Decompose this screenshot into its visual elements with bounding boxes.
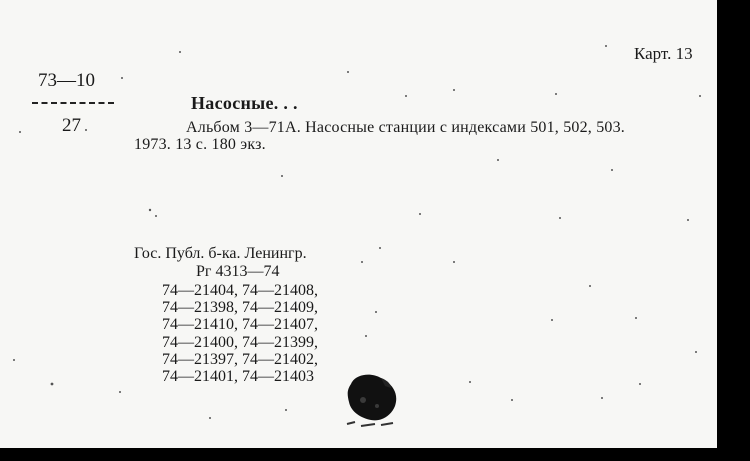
inventory-line: 74—21401, 74—21403 [162,368,314,386]
holding-library: Гос. Публ. б-ка. Ленингр. [134,245,307,262]
description-line-1: Альбом 3—71А. Насосные станции с индексами 501, 502, 503. [186,119,625,136]
scan-border-bottom [0,448,750,461]
inventory-line: 74—21398, 74—21409, [162,299,318,317]
inventory-line: 74—21410, 74—21407, [162,316,318,334]
classification-index-bottom: 27 [62,115,81,136]
card-heading: Насосные. . . [191,93,298,113]
classification-index-top: 73—10 [38,70,95,91]
classification-rule [32,102,114,104]
call-number: Рг 4313—74 [196,263,280,280]
inventory-line: 74—21397, 74—21402, [162,350,318,368]
scan-border-right [717,0,750,461]
inventory-numbers [162,282,318,385]
description-line-2: 1973. 13 с. 180 экз. [134,136,266,153]
card-number: Карт. 13 [634,44,693,63]
ink-stamp-blot [341,370,405,430]
inventory-line: 74—21404, 74—21408, [162,282,318,299]
inventory-line: 74—21400, 74—21399, [162,333,318,351]
